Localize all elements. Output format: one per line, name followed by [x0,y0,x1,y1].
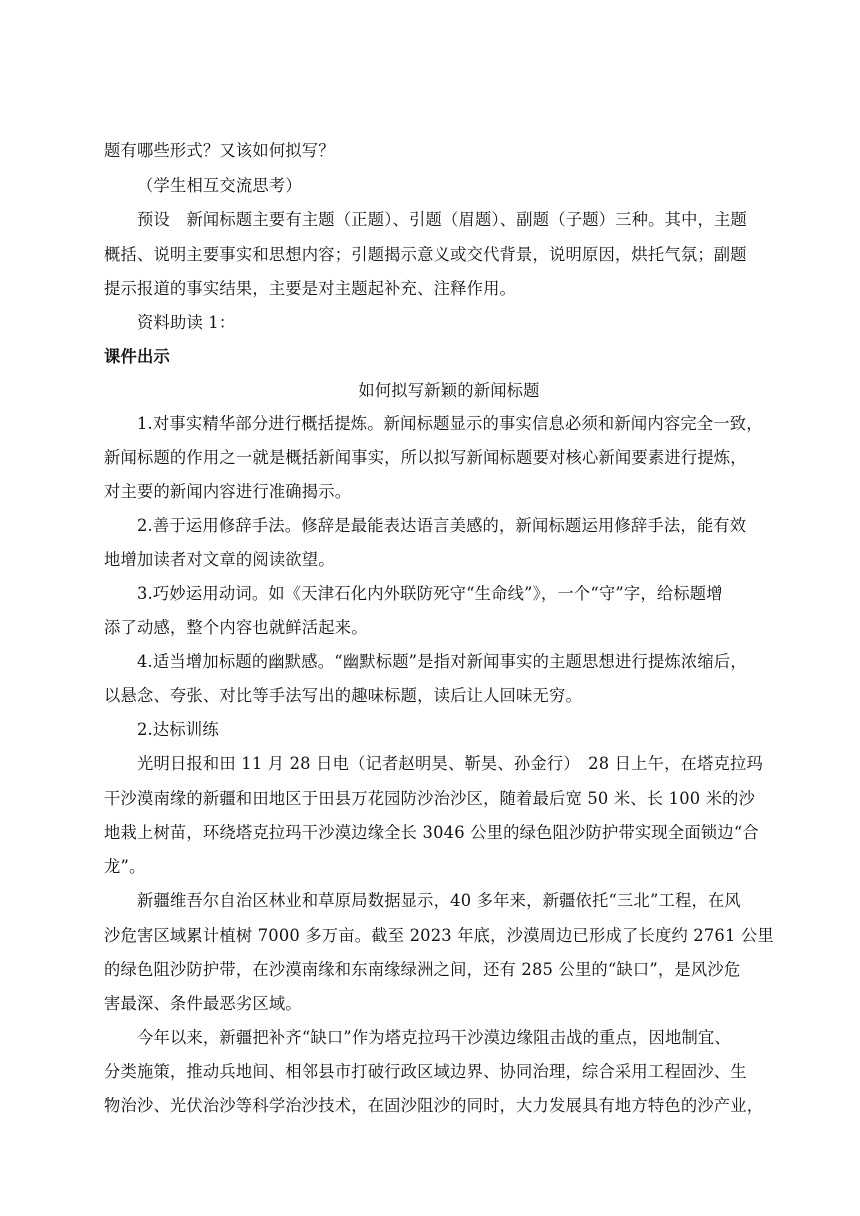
text-line: 3.巧妙运用动词。如《天津石化内外联防死守“生命线”》，一个“守”字，给标题增 [137,584,723,603]
text-line: 沙危害区域累计植树 7000 多万亩。截至 2023 年底，沙漠周边已形成了长度约 2761 公里 [104,926,774,945]
text-line: 地增加读者对文章的阅读欲望。 [104,550,335,569]
text-line: 预设 新闻标题主要有主题（正题）、引题（眉题）、副题（子题）三种。其中，主题 [137,210,748,229]
text-line: 1.对事实精华部分进行概括提炼。新闻标题显示的事实信息必须和新闻内容完全一致， [137,414,763,433]
text-line: 光明日报和田 11 月 28 日电（记者赵明昊、靳昊、孙金行） 28 日上午，在塔克拉玛 [137,754,763,773]
text-line: 2.善于运用修辞手法。修辞是最能表达语言美感的，新闻标题运用修辞手法，能有效 [137,516,747,535]
text-line: 新疆维吾尔自治区林业和草原局数据显示，40 多年来，新疆依托“三北”工程，在风 [137,891,741,910]
text-line: 4.适当增加标题的幽默感。“幽默标题”是指对新闻事实的主题思想进行提炼浓缩后， [137,652,747,671]
text-line: 概括、说明主要事实和思想内容；引题揭示意义或交代背景，说明原因，烘托气氛；副题 [104,245,747,264]
text-line: 新闻标题的作用之一就是概括新闻事实，所以拟写新闻标题要对核心新闻要素进行提炼， [104,448,747,467]
text-line: 今年以来，新疆把补齐“缺口”作为塔克拉玛干沙漠边缘阻击战的重点，因地制宜、 [137,1028,731,1047]
text-line: 的绿色阻沙防护带，在沙漠南缘和东南缘绿洲之间，还有 285 公里的“缺口”，是风沙危 [104,960,741,979]
text-line: 资料助读 1： [137,313,236,332]
centered-title: 如何拟写新颖的新闻标题 [358,381,540,400]
text-line: 分类施策，推动兵地间、相邻县市打破行政区域边界、协同治理，综合采用工程固沙、生 [104,1062,747,1081]
text-line: 提示报道的事实结果，主要是对主题起补充、注释作用。 [104,279,517,298]
text-line: 对主要的新闻内容进行准确揭示。 [104,482,352,501]
text-line: 干沙漠南缘的新疆和田地区于田县万花园防沙治沙区，随着最后宽 50 米、长 100 米的沙 [104,789,756,808]
text-line: 以悬念、夸张、对比等手法写出的趣味标题，读后让人回味无穷。 [104,686,582,705]
text-line: （学生相互交流思考） [137,176,302,195]
text-line: 题有哪些形式？又该如何拟写？ [104,141,335,160]
text-line: 添了动感，整个内容也就鲜活起来。 [104,618,368,637]
text-line: 2.达标训练 [137,720,219,739]
section-heading: 课件出示 [104,347,170,366]
text-line: 龙”。 [104,857,146,876]
text-line: 物治沙、光伏治沙等科学治沙技术，在固沙阻沙的同时，大力发展具有地方特色的沙产业， [104,1096,764,1115]
text-line: 地栽上树苗，环绕塔克拉玛干沙漠边缘全长 3046 公里的绿色阻沙防护带实现全面锁边“合 [104,823,759,842]
text-line: 害最深、条件最恶劣区域。 [104,994,302,1013]
